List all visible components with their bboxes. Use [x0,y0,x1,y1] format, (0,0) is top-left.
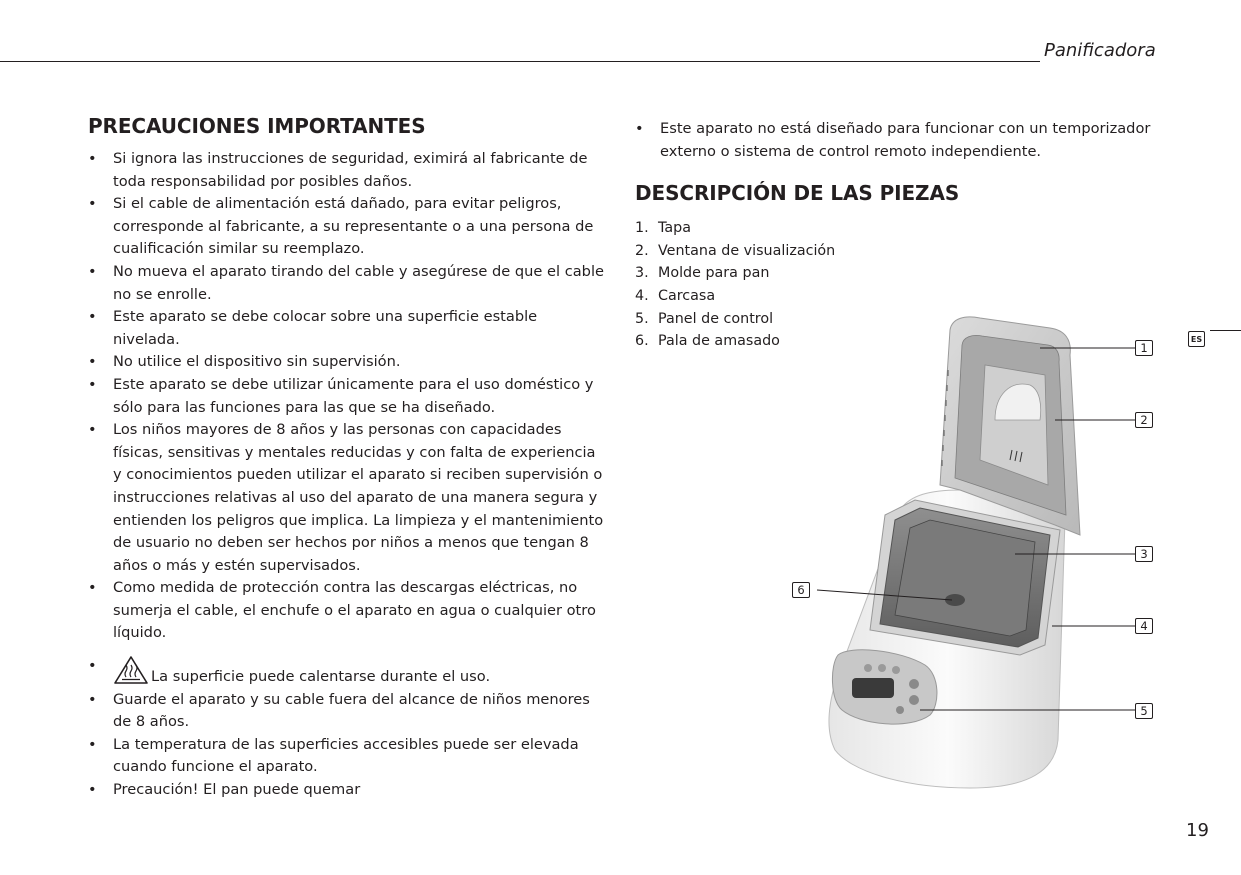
bullet: • [88,308,97,326]
precautions-list [88,148,608,802]
callout-1: 1 [1135,340,1153,356]
header-rule [0,61,1040,62]
precautions-list-continued [635,118,1195,163]
list-item: • Precaución! El pan puede quemar [88,779,608,802]
bread-machine-drawing [790,310,1160,790]
list-item: • Este aparato no está diseñado para funcionar con un temporizador externo o sistema de control remoto independiente. [635,120,1151,160]
bullet: • [88,781,97,799]
hot-surface-warning-icon [113,655,149,685]
bullet: • [88,353,97,371]
part-item: 3. Molde para pan [635,265,770,282]
bullet: • [88,150,97,167]
bullet: • [88,657,97,675]
precautions-title: PRECAUCIONES IMPORTANTES [88,114,426,138]
list-item: • No utilice el dispositivo sin supervisión. [88,351,608,374]
list-item: • Si el cable de alimentación está dañado, para evitar peligros, corresponde al fabricante, a su representante o a una persona de cualificación similar su reemplazo. [88,195,594,258]
parts-title: DESCRIPCIÓN DE LAS PIEZAS [635,181,960,206]
callout-5: 5 [1135,703,1153,719]
lang-tab-rule [1210,330,1241,331]
page-number: 19 [1186,820,1209,841]
header-title: Panificadora [1044,40,1156,61]
list-item: • Guarde el aparato y su cable fuera del alcance de niños menores de 8 años. [88,690,590,731]
list-item: • Los niños mayores de 8 años y las personas con capacidades físicas, sensitivas y mentales reducidas y con falta de experiencia y conocimientos pueden utilizar el aparato si reciben supervisión o instrucciones relativas al uso del aparato de una manera segura y entienden los peligros que implica. La limpieza y el mantenimiento de usuario no deben ser hechos por niños a menos que tengan 8 años o más y estén supervisados. [88,421,604,574]
part-item: 4. Carcasa [635,287,716,304]
bullet: • [88,262,97,280]
language-tab: ES [1188,331,1205,347]
precautions-section [88,114,608,802]
bullet: • [635,120,644,137]
list-item: • Si ignora las instrucciones de seguridad, eximirá al fabricante de toda responsabilidad por posibles daños. [88,150,588,190]
callout-2: 2 [1135,412,1153,428]
callout-4: 4 [1135,618,1153,634]
list-item: • Este aparato se debe utilizar únicamente para el uso doméstico y sólo para las funciones para las que se ha diseñado. [88,375,594,416]
list-item: • La temperatura de las superficies accesibles puede ser elevada cuando funcione el aparato. [88,735,579,776]
bullet: • [88,375,97,393]
callout-3: 3 [1135,546,1153,562]
list-item: • Este aparato se debe colocar sobre una superficie estable nivelada. [88,308,538,348]
bullet: • [88,690,97,708]
part-item: 1. Tapa [635,220,691,237]
part-item: 5. Panel de control [635,310,774,327]
bullet: • [88,421,97,439]
part-item: 6. Pala de amasado [635,333,780,350]
bullet: • [88,735,97,753]
bread-machine-illustration [790,310,1160,790]
callout-6: 6 [792,582,810,598]
part-item: 2. Ventana de visualización [635,242,836,259]
list-item: • Como medida de protección contra las descargas eléctricas, no sumerja el cable, el enchufe o el aparato en agua o cualquier otro líquido. [88,579,596,642]
bullet: • [88,195,97,213]
bullet: • [88,579,97,597]
list-item: • No mueva el aparato tirando del cable y asegúrese de que el cable no se enrolle. [88,262,604,303]
list-item-hot-surface: • La superficie puede calentarse durante el uso. [88,657,491,686]
